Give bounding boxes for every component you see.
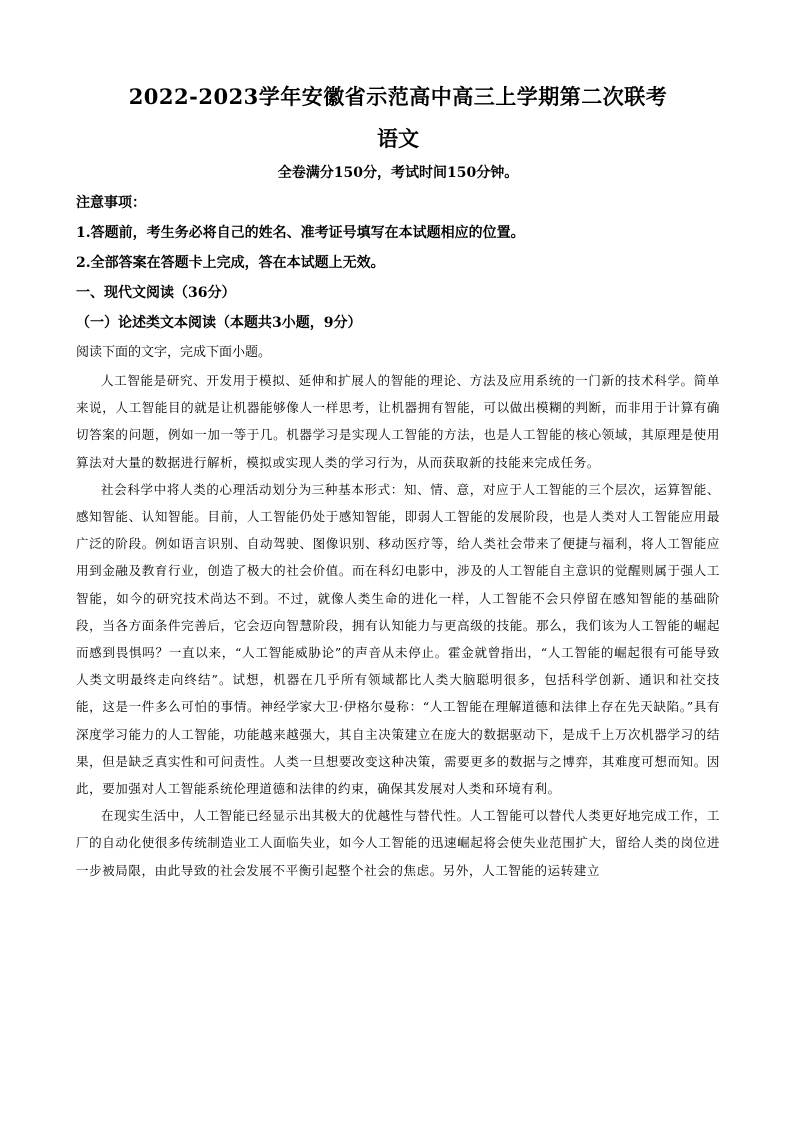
reading-instruction: 阅读下面的文字，完成下面小题。 [76, 345, 272, 360]
passage-paragraph-1: 人工智能是研究、开发用于模拟、延伸和扩展人的智能的理论、方法及应用系统的一门新的技术科学。简单来说，人工智能目的就是让机器能够像人一样思考，让机器拥有智能，可以做出模糊的判断，而非用于计算有确切答案的问题，例如一加一等于几。机器学习是实现人工智能的方法，也是人工智能的核心领域，其原理是使用算法对大量的数据进行解析，模拟或实现人类的学习行为，从而获取新的技能来完成任务。 [76, 373, 720, 470]
exam-title: 2022-2023学年安徽省示范高中高三上学期第二次联考 [128, 84, 668, 109]
passage-paragraph-2: 社会科学中将人类的心理活动划分为三种基本形式：知、情、意，对应于人工智能的三个层次，运算智能、感知智能、认知智能。目前，人工智能仍处于感知智能，即弱人工智能的发展阶段，也是人类对人工智能应用最广泛的阶段。例如语言识别、自动驾驶、图像识别、移动医疗等，给人类社会带来了便捷与福利，将人工智能应用到金融及教育行业，创造了极大的社会价值。而在科幻电影中，涉及的人工智能自主意识的觉醒则属于强人工智能，如今的研究技术尚达不到。不过，就像人类生命的进化一样，人工智能不会只停留在感知智能的基础阶段，当各方面条件完善后，它会迈向智慧阶段，拥有认知能力与更高级的技能。那么，我们该为人工智能的崛起而感到畏惧吗？一直以来，“人工智能威胁论”的声音从未停止。霍金就曾指出，“人工智能的崛起很有可能导致人类文明最终走向终结”。试想，机器在几乎所有领域都比人类大脑聪明很多，包括科学创新、通识和社交技能，这是一件多么可怕的事情。神经学家大卫·伊格尔曼称：“人工智能在理解道德和法律上存在先天缺陷。”具有深度学习能力的人工智能，功能越来越强大，其自主决策建立在庞大的数据驱动下，是成千上万次机器学习的结果，但是缺乏真实性和可问责性。人类一旦想要改变这种决策，需要更多的数据与之博弈，其难度可想而知。因此，要加强对人工智能系统伦理道德和法律的约束，确保其发展对人类和环境有利。 [76, 481, 720, 797]
notes-title: 注意事项： [76, 195, 146, 211]
note-item-2: 2.全部答案在答题卡上完成，答在本试题上无效。 [76, 255, 385, 271]
passage-paragraph-3: 在现实生活中，人工智能已经显示出其极大的优越性与替代性。人工智能可以替代人类更好地完成工作，工厂的自动化使很多传统制造业工人面临失业，如今人工智能的迅速崛起将会使失业范围扩大，留给人类的岗位进一步被局限，由此导致的社会发展不平衡引起整个社会的焦虑。另外，人工智能的运转建立 [76, 808, 720, 878]
section-heading: 一、现代文阅读（36分） [76, 285, 236, 301]
exam-meta: 全卷满分150分，考试时间150分钟。 [277, 165, 519, 181]
note-item-1: 1.答题前，考生务必将自己的姓名、准考证号填写在本试题相应的位置。 [76, 225, 525, 241]
subsection-heading: （一）论述类文本阅读（本题共3小题，9分） [76, 315, 362, 331]
subject-title: 语文 [377, 126, 419, 151]
